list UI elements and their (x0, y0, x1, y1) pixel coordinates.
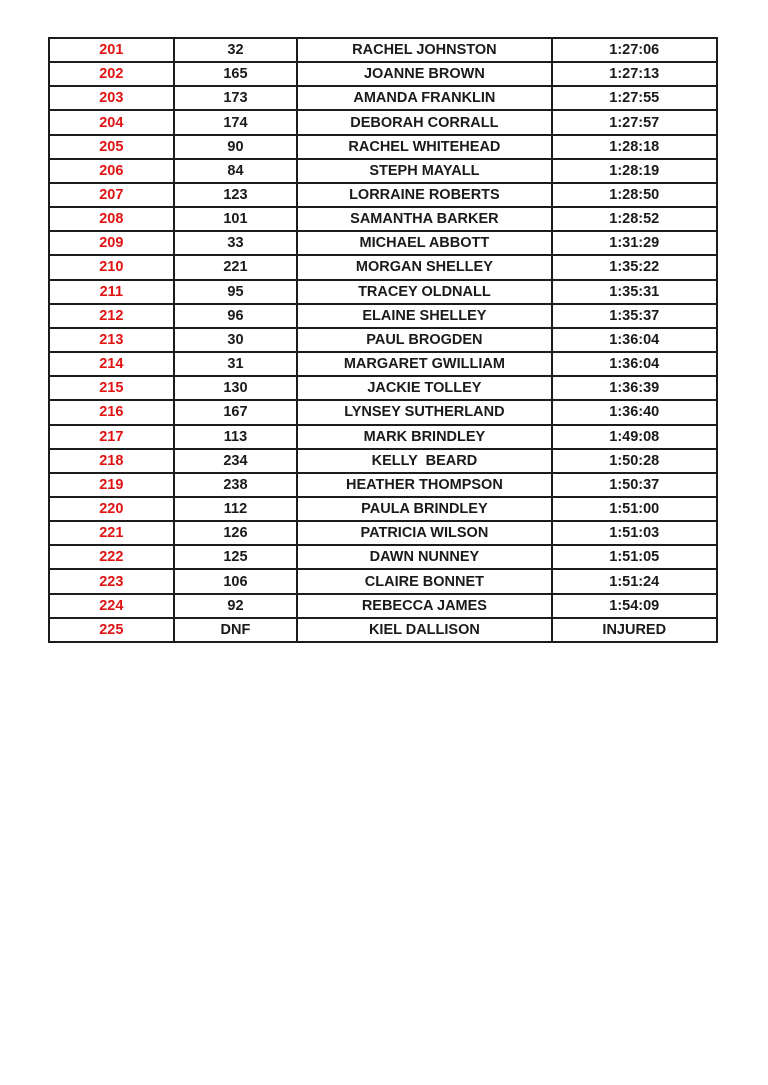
table-row (49, 473, 717, 497)
bib-cell: 126 (174, 521, 298, 545)
bib-cell: 84 (174, 159, 298, 183)
table-row (49, 183, 717, 207)
bib-cell: DNF (174, 618, 298, 642)
name-cell: PAUL BROGDEN (297, 328, 551, 352)
bib-cell: 96 (174, 304, 298, 328)
name-cell: REBECCA JAMES (297, 594, 551, 618)
name-cell: PAULA BRINDLEY (297, 497, 551, 521)
name-cell: RACHEL JOHNSTON (297, 38, 551, 62)
table-row (49, 497, 717, 521)
bib-cell: 92 (174, 594, 298, 618)
position-cell: 205 (49, 135, 174, 159)
name-cell: LYNSEY SUTHERLAND (297, 400, 551, 424)
time-cell: 1:50:37 (552, 473, 717, 497)
bib-cell: 123 (174, 183, 298, 207)
time-cell: 1:35:37 (552, 304, 717, 328)
name-cell: KIEL DALLISON (297, 618, 551, 642)
name-cell: CLAIRE BONNET (297, 569, 551, 593)
name-cell: ELAINE SHELLEY (297, 304, 551, 328)
position-cell: 202 (49, 62, 174, 86)
name-cell: RACHEL WHITEHEAD (297, 135, 551, 159)
bib-cell: 234 (174, 449, 298, 473)
bib-cell: 30 (174, 328, 298, 352)
time-cell: 1:35:31 (552, 280, 717, 304)
time-cell: 1:36:04 (552, 352, 717, 376)
position-cell: 201 (49, 38, 174, 62)
position-cell: 211 (49, 280, 174, 304)
name-cell: JOANNE BROWN (297, 62, 551, 86)
name-cell: MORGAN SHELLEY (297, 255, 551, 279)
position-cell: 221 (49, 521, 174, 545)
time-cell: 1:27:13 (552, 62, 717, 86)
position-cell: 210 (49, 255, 174, 279)
time-cell: 1:28:19 (552, 159, 717, 183)
time-cell: 1:28:50 (552, 183, 717, 207)
bib-cell: 31 (174, 352, 298, 376)
name-cell: TRACEY OLDNALL (297, 280, 551, 304)
name-cell: SAMANTHA BARKER (297, 207, 551, 231)
name-cell: AMANDA FRANKLIN (297, 86, 551, 110)
position-cell: 222 (49, 545, 174, 569)
bib-cell: 106 (174, 569, 298, 593)
bib-cell: 112 (174, 497, 298, 521)
position-cell: 215 (49, 376, 174, 400)
table-row (49, 594, 717, 618)
table-row (49, 159, 717, 183)
time-cell: 1:36:40 (552, 400, 717, 424)
name-cell: HEATHER THOMPSON (297, 473, 551, 497)
position-cell: 216 (49, 400, 174, 424)
name-cell: LORRAINE ROBERTS (297, 183, 551, 207)
name-cell: JACKIE TOLLEY (297, 376, 551, 400)
bib-cell: 90 (174, 135, 298, 159)
time-cell: 1:28:52 (552, 207, 717, 231)
name-cell: MARGARET GWILLIAM (297, 352, 551, 376)
name-cell: MICHAEL ABBOTT (297, 231, 551, 255)
table-row (49, 352, 717, 376)
position-cell: 218 (49, 449, 174, 473)
table-row (49, 135, 717, 159)
bib-cell: 33 (174, 231, 298, 255)
name-cell: PATRICIA WILSON (297, 521, 551, 545)
position-cell: 213 (49, 328, 174, 352)
table-row (49, 425, 717, 449)
bib-cell: 101 (174, 207, 298, 231)
name-cell: STEPH MAYALL (297, 159, 551, 183)
table-row (49, 400, 717, 424)
table-row (49, 328, 717, 352)
position-cell: 206 (49, 159, 174, 183)
table-row (49, 376, 717, 400)
time-cell: 1:35:22 (552, 255, 717, 279)
bib-cell: 238 (174, 473, 298, 497)
position-cell: 209 (49, 231, 174, 255)
table-row (49, 569, 717, 593)
time-cell: INJURED (552, 618, 717, 642)
bib-cell: 173 (174, 86, 298, 110)
table-row (49, 545, 717, 569)
bib-cell: 174 (174, 110, 298, 134)
table-row (49, 521, 717, 545)
time-cell: 1:54:09 (552, 594, 717, 618)
table-row (49, 231, 717, 255)
time-cell: 1:27:06 (552, 38, 717, 62)
position-cell: 212 (49, 304, 174, 328)
table-row (49, 207, 717, 231)
bib-cell: 32 (174, 38, 298, 62)
time-cell: 1:27:57 (552, 110, 717, 134)
time-cell: 1:28:18 (552, 135, 717, 159)
position-cell: 214 (49, 352, 174, 376)
bib-cell: 130 (174, 376, 298, 400)
position-cell: 223 (49, 569, 174, 593)
time-cell: 1:27:55 (552, 86, 717, 110)
table-row (49, 255, 717, 279)
position-cell: 220 (49, 497, 174, 521)
table-row (49, 110, 717, 134)
time-cell: 1:31:29 (552, 231, 717, 255)
name-cell: KELLY BEARD (297, 449, 551, 473)
time-cell: 1:49:08 (552, 425, 717, 449)
name-cell: MARK BRINDLEY (297, 425, 551, 449)
results-table (48, 37, 718, 643)
time-cell: 1:50:28 (552, 449, 717, 473)
bib-cell: 221 (174, 255, 298, 279)
position-cell: 219 (49, 473, 174, 497)
table-row (49, 618, 717, 642)
table-row (49, 86, 717, 110)
bib-cell: 95 (174, 280, 298, 304)
time-cell: 1:51:24 (552, 569, 717, 593)
position-cell: 203 (49, 86, 174, 110)
table-row (49, 38, 717, 62)
time-cell: 1:36:04 (552, 328, 717, 352)
time-cell: 1:36:39 (552, 376, 717, 400)
position-cell: 208 (49, 207, 174, 231)
position-cell: 204 (49, 110, 174, 134)
results-table-body (49, 38, 717, 642)
position-cell: 207 (49, 183, 174, 207)
bib-cell: 167 (174, 400, 298, 424)
position-cell: 217 (49, 425, 174, 449)
table-row (49, 304, 717, 328)
table-row (49, 280, 717, 304)
bib-cell: 113 (174, 425, 298, 449)
name-cell: DEBORAH CORRALL (297, 110, 551, 134)
table-row (49, 449, 717, 473)
name-cell: DAWN NUNNEY (297, 545, 551, 569)
time-cell: 1:51:03 (552, 521, 717, 545)
position-cell: 225 (49, 618, 174, 642)
bib-cell: 165 (174, 62, 298, 86)
bib-cell: 125 (174, 545, 298, 569)
time-cell: 1:51:05 (552, 545, 717, 569)
table-row (49, 62, 717, 86)
position-cell: 224 (49, 594, 174, 618)
time-cell: 1:51:00 (552, 497, 717, 521)
